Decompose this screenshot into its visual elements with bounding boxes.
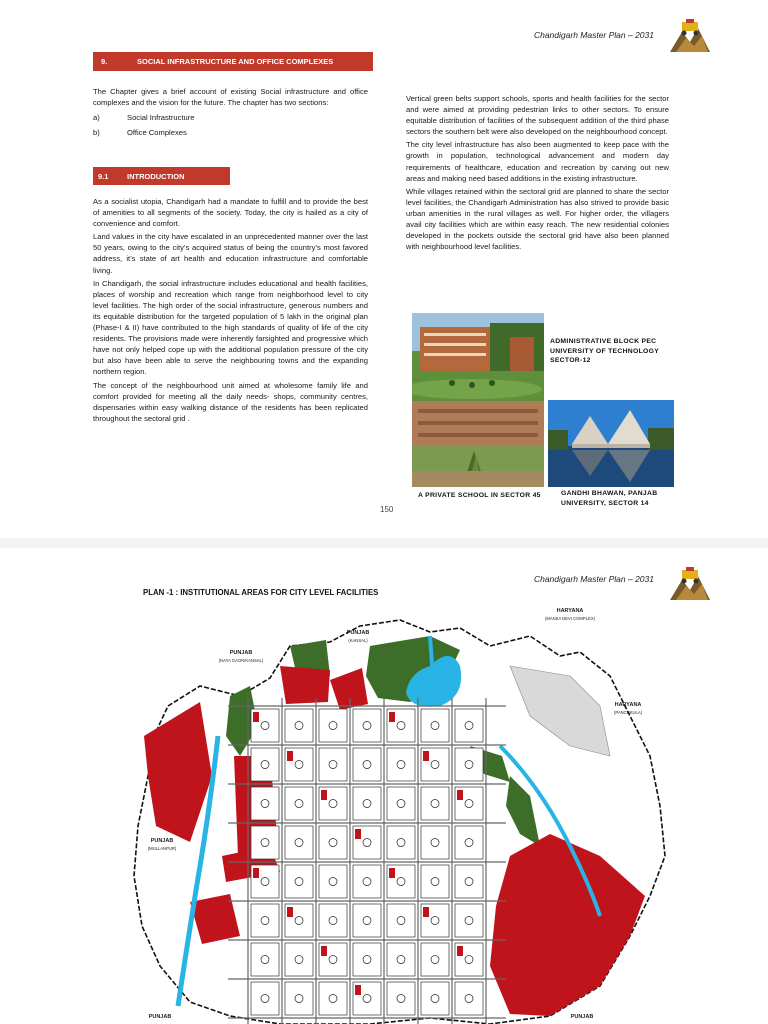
- map-label-text: PUNJAB: [346, 630, 370, 636]
- sector-marker: [295, 995, 303, 1003]
- paragraph: As a socialist utopia, Chandigarh had a mandate to fulfill and to provide the best of amenities to all segments of the society. Today, the city is hailed as a city of convenience and comfort.: [93, 197, 368, 229]
- institutional-plot: [287, 907, 293, 917]
- institutional-area: [280, 666, 330, 704]
- master-plan-logo-icon: [668, 566, 712, 602]
- sector-marker: [465, 956, 473, 964]
- paragraph: Vertical green belts support schools, sports and health facilities for the sector and were aimed at providing pedestrian links to other sectors. To ensure equitable distribution of facilities of the subsequent addition of the third phase sectors the southern belt were also developed on the neighbourhood concept.: [406, 94, 669, 137]
- institutional-plot: [423, 907, 429, 917]
- sector-marker: [261, 917, 269, 925]
- sector-marker: [431, 878, 439, 886]
- section-label: Office Complexes: [127, 128, 187, 138]
- map-label-text: PUNJAB: [150, 838, 174, 844]
- sector-marker: [465, 995, 473, 1003]
- sector-marker: [465, 800, 473, 808]
- sector-marker: [329, 878, 337, 886]
- sector-marker: [397, 839, 405, 847]
- chapter-intro-paragraph: The Chapter gives a brief account of existing Social infrastructure and office complexes and the vision for the future. The chapter has two sections:: [93, 87, 368, 108]
- sector-marker: [465, 722, 473, 730]
- map-label-haryana-top: [528, 608, 612, 622]
- sector-marker: [329, 722, 337, 730]
- subsection-heading: [93, 167, 230, 185]
- chapter-heading: [93, 52, 373, 71]
- map-label-punjab-bottom-right: PUNJAB: [570, 1014, 594, 1020]
- map-label-text: HARYANA: [556, 608, 584, 614]
- institutional-areas-map: [130, 606, 670, 1024]
- map-label-sub: (NAYA GAON/KANSAL): [218, 658, 264, 663]
- institutional-plot: [457, 946, 463, 956]
- running-head: Chandigarh Master Plan – 2031: [533, 574, 654, 584]
- map-label-sub: (PANCHKULA): [613, 710, 643, 715]
- sector-marker: [363, 722, 371, 730]
- sector-marker: [363, 956, 371, 964]
- sector-marker: [397, 917, 405, 925]
- sector-marker: [465, 839, 473, 847]
- sector-marker: [261, 839, 269, 847]
- sector-marker: [465, 878, 473, 886]
- sector-marker: [261, 995, 269, 1003]
- introduction-text: [93, 196, 368, 426]
- sector-marker: [329, 956, 337, 964]
- sector-marker: [295, 761, 303, 769]
- admin-block-photo: [412, 313, 544, 401]
- plan-title: PLAN -1 : INSTITUTIONAL AREAS FOR CITY LEVEL FACILITIES: [143, 588, 379, 597]
- sector-marker: [295, 839, 303, 847]
- section-list-item: [93, 125, 368, 140]
- paragraph: In Chandigarh, the social infrastructure includes educational and health facilities, places of worship and recreation which range from neighborhood level to city level facilities. The high order of the social infrastructure, generous numbers and its equitable distribution for the targeted population of 5 lakh in the original plan (Phase-I & II) have contributed to the high standards of quality of life of the city residents. The provisions made were inherently farsighted and progressive which have not only helped cope up with the additional population pressure of the city but also have been able to serve the neighbouring towns and the expanding northern region.: [93, 278, 368, 377]
- page-number: 150: [380, 505, 394, 514]
- private-school-photo: [412, 401, 544, 487]
- master-plan-logo-icon: [668, 18, 712, 54]
- sector-marker: [363, 917, 371, 925]
- sector-marker: [397, 722, 405, 730]
- paragraph: The concept of the neighbourhood unit aimed at wholesome family life and comfort provided for meeting all the daily needs- shops, community centres, dispensaries within easy walking distance of the residents has been replicated throughout the sectoral grid .: [93, 380, 368, 423]
- caption-gandhi-bhawan: GANDHI BHAWAN, PANJAB UNIVERSITY, SECTOR 14: [561, 490, 658, 507]
- sector-marker: [397, 800, 405, 808]
- sector-marker: [295, 956, 303, 964]
- institutional-plot: [321, 790, 327, 800]
- subsection-number: 9.1: [98, 171, 109, 181]
- map-label-sub: (KANSAL): [348, 638, 368, 643]
- running-head: Chandigarh Master Plan – 2031: [533, 30, 654, 40]
- page-151: [0, 548, 768, 1024]
- map-label-haryana-right: [598, 702, 658, 716]
- sector-marker: [397, 878, 405, 886]
- sector-marker: [363, 839, 371, 847]
- sector-marker: [295, 917, 303, 925]
- sector-marker: [329, 995, 337, 1003]
- sector-marker: [397, 956, 405, 964]
- institutional-plot: [287, 751, 293, 761]
- sector-marker: [329, 839, 337, 847]
- sector-marker: [431, 995, 439, 1003]
- sector-marker: [261, 722, 269, 730]
- map-label-punjab-naya: [206, 650, 276, 664]
- institutional-plot: [389, 712, 395, 722]
- sector-marker: [397, 995, 405, 1003]
- institutional-plot: [423, 751, 429, 761]
- map-label-punjab-kansal: [328, 630, 388, 644]
- sector-marker: [397, 761, 405, 769]
- paragraph: While villages retained within the sectoral grid are planned to share the sector level facilities, the Chandigarh Administration has also strived to provide basic urban amenities in the rural villages as well. For higher order, the villagers avail city facilities which are within easy reach. The new residential colonies developed in the pockets outside the sectoral grid have also been planned with neighbourhood level facilities.: [406, 186, 669, 252]
- section-list: [93, 110, 368, 140]
- caption-admin-block: ADMINISTRATIVE BLOCK PEC UNIVERSITY OF TECHNOLOGY SECTOR-12: [550, 338, 659, 364]
- right-column: [406, 93, 669, 254]
- institutional-plot: [457, 790, 463, 800]
- sector-marker: [363, 800, 371, 808]
- sector-marker: [261, 761, 269, 769]
- map-canvas: [130, 606, 670, 1024]
- institutional-plot: [389, 868, 395, 878]
- sector-marker: [295, 722, 303, 730]
- chapter-title: SOCIAL INFRASTRUCTURE AND OFFICE COMPLEXES: [137, 57, 334, 66]
- left-column: [93, 86, 368, 140]
- sector-marker: [329, 917, 337, 925]
- gandhi-bhawan-photo: [548, 400, 674, 487]
- chapter-number: 9.: [101, 57, 108, 66]
- subsection-title: INTRODUCTION: [127, 171, 185, 181]
- sector-marker: [465, 917, 473, 925]
- sector-marker: [261, 956, 269, 964]
- institutional-plot: [355, 985, 361, 995]
- section-letter: a): [93, 113, 100, 123]
- sector-marker: [295, 878, 303, 886]
- sector-marker: [431, 917, 439, 925]
- caption-private-school: A PRIVATE SCHOOL IN SECTOR 45: [418, 492, 541, 499]
- sector-marker: [363, 878, 371, 886]
- map-label-punjab-bottom-left: PUNJAB: [148, 1014, 172, 1020]
- institutional-plot: [321, 946, 327, 956]
- map-label-text: PUNJAB: [229, 650, 253, 656]
- paragraph: Land values in the city have escalated in an unprecedented manner over the last 50 years, owing to the city’s acquired status of being the country’s most favored address, it’s state of art health and education infrastructure and comfortable living.: [93, 232, 368, 275]
- map-label-sub: (MANSA DEVI COMPLEX): [544, 616, 596, 621]
- sector-marker: [431, 761, 439, 769]
- sector-marker: [261, 878, 269, 886]
- map-label-punjab-left: [132, 838, 192, 852]
- institutional-plot: [253, 868, 259, 878]
- paragraph: The city level infrastructure has also been augmented to keep pace with the growth in population, technological advancement and modern day requirements of healthcare, education and recreation by carving out new areas and making need based additions in the existing infrastructure.: [406, 140, 669, 183]
- sector-marker: [431, 800, 439, 808]
- sector-marker: [465, 761, 473, 769]
- section-label: Social Infrastructure: [127, 113, 195, 123]
- sector-marker: [431, 839, 439, 847]
- sector-marker: [295, 800, 303, 808]
- map-label-sub: (MULLANPUR): [147, 846, 177, 851]
- institutional-plot: [253, 712, 259, 722]
- map-label-text: HARYANA: [614, 702, 642, 708]
- sector-marker: [329, 800, 337, 808]
- sector-marker: [363, 761, 371, 769]
- section-letter: b): [93, 128, 100, 138]
- institutional-plot: [355, 829, 361, 839]
- sector-marker: [431, 956, 439, 964]
- sector-marker: [431, 722, 439, 730]
- sector-marker: [363, 995, 371, 1003]
- sector-marker: [261, 800, 269, 808]
- sector-marker: [329, 761, 337, 769]
- section-list-item: [93, 110, 368, 125]
